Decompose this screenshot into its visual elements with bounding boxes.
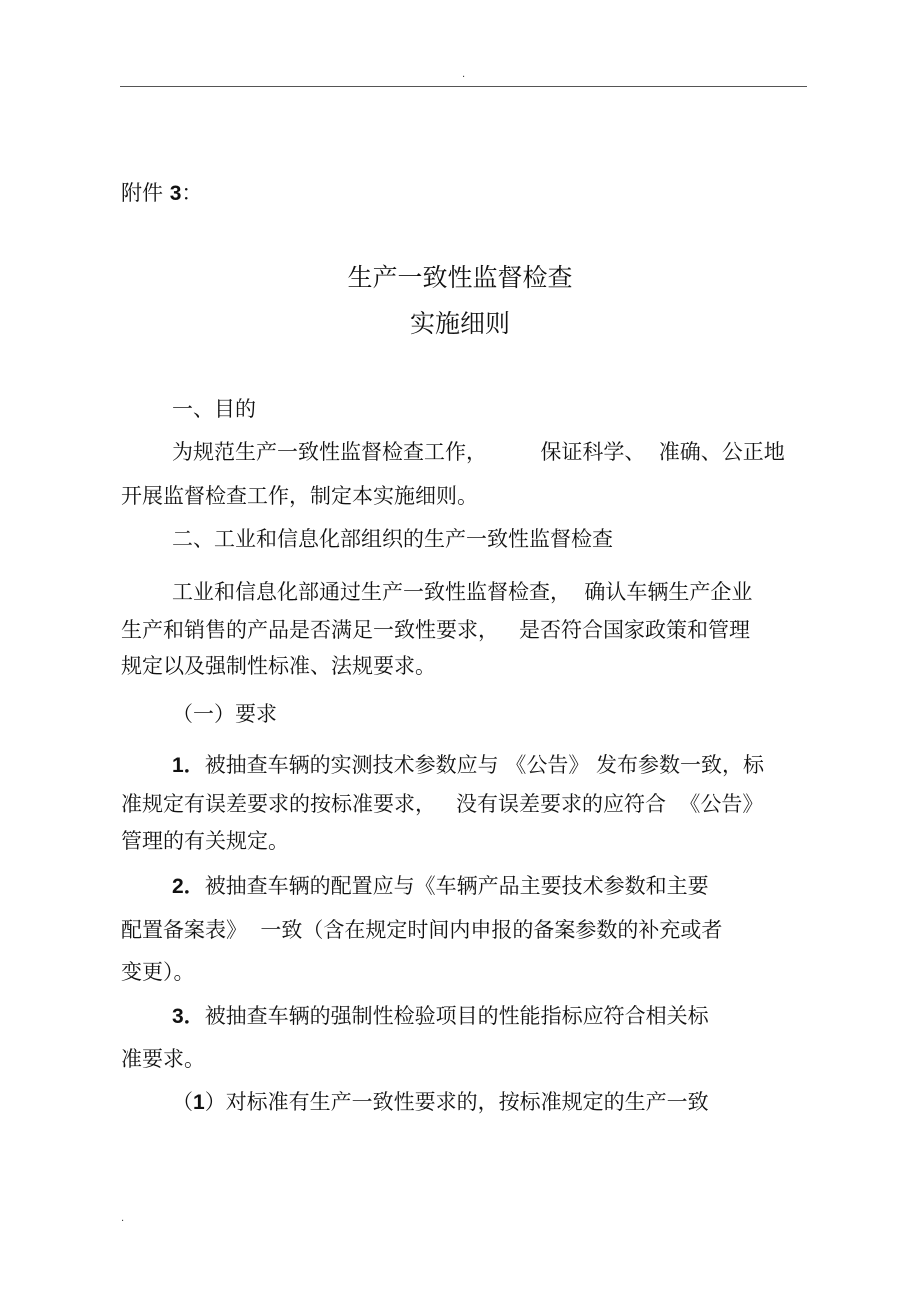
- header-dot: .: [462, 69, 466, 80]
- footer-dot: .: [121, 1213, 125, 1224]
- header-rule: [120, 86, 807, 87]
- item1-line: 准规定有误差要求的按标准要求， 没有误差要求的应符合 《公告》: [121, 792, 764, 816]
- item3-number: 3．: [172, 1005, 205, 1028]
- item1-number: 1．: [172, 754, 205, 777]
- section2-heading: 二、工业和信息化部组织的生产一致性监督检查: [172, 527, 613, 551]
- item2-line: [172, 872, 709, 901]
- item1-line: 管理的有关规定。: [121, 829, 289, 853]
- item3-text: 被抽查车辆的强制性检验项目的性能指标应符合相关标: [204, 1004, 709, 1028]
- item3-1-number: 1: [193, 1091, 205, 1114]
- document-title-line1: 生产一致性监督检查: [347, 263, 573, 292]
- section2-paragraph-line: 工业和信息化部通过生产一致性监督检查， 确认车辆生产企业: [172, 580, 753, 604]
- section1-paragraph-line: 为规范生产一致性监督检查工作， 保证科学、 准确、公正地: [172, 440, 785, 464]
- document-title-line2: 实施细则: [409, 309, 510, 338]
- attachment-label: [121, 179, 202, 208]
- item3-1-line: [172, 1088, 709, 1117]
- item2-line: 变更）。: [121, 960, 195, 984]
- item2-text: 被抽查车辆的配置应与《车辆产品主要技术参数和主要: [204, 874, 709, 898]
- item3-line: 准要求。: [121, 1047, 205, 1071]
- section1-paragraph-line: 开展监督检查工作，制定本实施细则。: [121, 484, 478, 508]
- item3-1-open-paren: （: [172, 1090, 193, 1114]
- section1-heading: 一、目的: [172, 397, 256, 421]
- section2-paragraph-line: 生产和销售的产品是否满足一致性要求， 是否符合国家政策和管理: [121, 618, 751, 642]
- subsection1-heading: （一）要求: [172, 702, 277, 726]
- item2-number: 2．: [172, 875, 205, 898]
- item2-line: 配置备案表》 一致（含在规定时间内申报的备案参数的补充或者: [121, 918, 723, 942]
- section2-paragraph-line: 规定以及强制性标准、法规要求。: [121, 654, 436, 678]
- item3-1-close-paren: ）: [204, 1090, 226, 1114]
- attachment-prefix: 附件: [121, 181, 170, 205]
- item1-text: 被抽查车辆的实测技术参数应与 《公告》 发布参数一致，标: [204, 753, 765, 777]
- attachment-number: 3: [169, 182, 182, 205]
- item1-line: [172, 751, 764, 780]
- item3-1-text: 对标准有生产一致性要求的，按标准规定的生产一致: [225, 1090, 709, 1114]
- item3-line: [172, 1002, 709, 1031]
- attachment-suffix: ：: [181, 181, 203, 205]
